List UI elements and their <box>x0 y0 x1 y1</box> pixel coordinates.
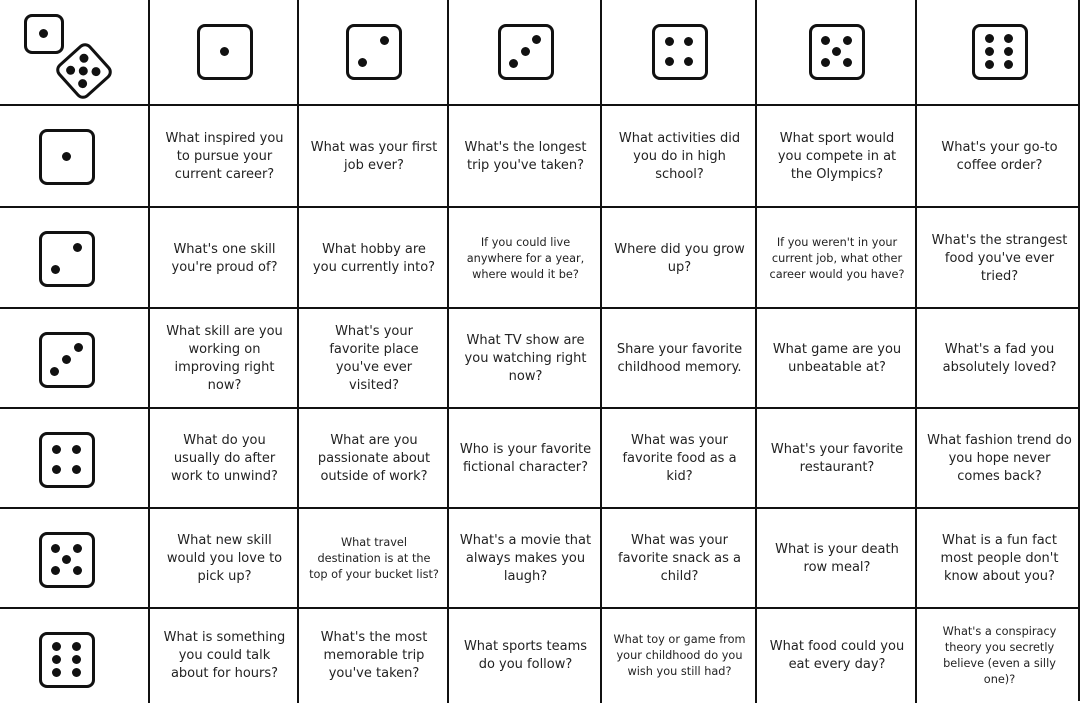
question-cell <box>297 507 449 609</box>
row-header-two <box>0 206 150 309</box>
pip <box>52 655 61 664</box>
pip <box>72 642 81 651</box>
question-cell <box>755 407 917 509</box>
question-text: What are you passionate about outside of work? <box>317 433 431 484</box>
pip <box>684 37 693 46</box>
column-header-six <box>915 0 1080 106</box>
question-text: What travel destination is at the top of your bucket list? <box>309 536 439 581</box>
die-face-four-icon <box>652 24 708 80</box>
question-cell <box>148 607 299 703</box>
column-header-three <box>447 0 602 106</box>
pip <box>62 152 71 161</box>
pip <box>358 58 367 67</box>
question-cell <box>755 206 917 309</box>
pip <box>985 47 994 56</box>
pip <box>665 37 674 46</box>
question-cell <box>148 104 299 208</box>
row-header-six <box>0 607 150 703</box>
row-header-four <box>0 407 150 509</box>
question-cell <box>915 407 1080 509</box>
corner-cell <box>0 0 150 106</box>
pip <box>76 77 89 90</box>
pip <box>532 35 541 44</box>
question-cell <box>600 507 757 609</box>
question-text: What is something you could talk about for hours? <box>163 630 286 681</box>
question-cell <box>297 104 449 208</box>
pip <box>72 655 81 664</box>
question-text: Who is your favorite fictional character? <box>459 442 592 475</box>
pair-of-dice-icon <box>0 0 150 106</box>
question-cell <box>297 206 449 309</box>
question-cell <box>148 307 299 409</box>
pip <box>51 566 60 575</box>
question-cell <box>600 307 757 409</box>
question-text: Share your favorite childhood memory. <box>616 342 743 375</box>
question-text: What TV show are you watching right now? <box>464 333 587 384</box>
die-face-six-icon <box>972 24 1028 80</box>
question-text: What hobby are you currently into? <box>312 241 436 275</box>
die-face-five-icon <box>39 532 95 588</box>
question-text: What's a movie that always makes you laugh? <box>459 533 592 584</box>
pip <box>72 668 81 677</box>
pip <box>521 47 530 56</box>
column-header-five <box>755 0 917 106</box>
pip <box>77 65 90 78</box>
question-text: What is a fun fact most people don't know about you? <box>940 533 1059 584</box>
question-cell <box>148 206 299 309</box>
question-text: What new skill would you love to pick up? <box>166 533 283 584</box>
pip <box>985 34 994 43</box>
question-cell <box>915 206 1080 309</box>
question-cell <box>297 307 449 409</box>
question-text: What skill are you working on improving right now? <box>166 324 283 393</box>
question-cell <box>447 407 602 509</box>
question-cell <box>600 104 757 208</box>
die-face-one-icon <box>39 129 95 185</box>
question-cell <box>297 607 449 703</box>
question-cell <box>755 607 917 703</box>
column-header-two <box>297 0 449 106</box>
pip <box>65 64 78 77</box>
pip <box>50 367 59 376</box>
question-cell <box>447 607 602 703</box>
question-text: What's your favorite place you've ever visited? <box>329 324 419 393</box>
question-text: What's the longest trip you've taken? <box>464 140 587 173</box>
pip <box>72 445 81 454</box>
question-cell <box>447 104 602 208</box>
pip <box>821 58 830 67</box>
question-cell <box>600 607 757 703</box>
question-text: What was your favorite snack as a child? <box>618 533 741 584</box>
question-text: What fashion trend do you hope never comes back? <box>927 433 1072 484</box>
pip <box>821 36 830 45</box>
pip <box>832 47 841 56</box>
question-text: What's one skill you're proud of? <box>171 241 278 275</box>
pip <box>89 65 102 78</box>
question-cell <box>915 607 1080 703</box>
die-face-three-icon <box>498 24 554 80</box>
die-face-one-icon <box>197 24 253 80</box>
pip <box>73 566 82 575</box>
question-cell <box>915 507 1080 609</box>
pip <box>51 544 60 553</box>
question-text: What was your first job ever? <box>310 140 438 173</box>
pip <box>73 544 82 553</box>
question-cell <box>600 206 757 309</box>
die-face-four-icon <box>39 432 95 488</box>
question-cell <box>447 307 602 409</box>
pip <box>73 243 82 252</box>
question-cell <box>148 407 299 509</box>
pip <box>51 265 60 274</box>
pip <box>843 36 852 45</box>
pip <box>78 53 91 66</box>
question-cell <box>148 507 299 609</box>
die-face-three-icon <box>39 332 95 388</box>
pip <box>74 343 83 352</box>
column-header-four <box>600 0 757 106</box>
question-text: What's a conspiracy theory you secretly believe (even a silly one)? <box>942 625 1057 686</box>
die-face-two-icon <box>39 231 95 287</box>
pip <box>380 36 389 45</box>
pip <box>39 29 48 38</box>
question-text: Where did you grow up? <box>614 241 745 275</box>
question-text: What's your favorite restaurant? <box>770 442 904 475</box>
question-text: What sports teams do you follow? <box>463 639 588 672</box>
pip <box>52 465 61 474</box>
question-text: If you could live anywhere for a year, where would it be? <box>466 235 585 281</box>
question-text: What's the most memorable trip you've taken? <box>320 630 428 681</box>
question-text: What sport would you compete in at the Olympics? <box>777 131 897 182</box>
die-face-six-icon <box>39 632 95 688</box>
question-text: What do you usually do after work to unwind? <box>171 433 278 484</box>
pip <box>62 555 71 564</box>
question-cell <box>755 307 917 409</box>
question-text: What's your go-to coffee order? <box>941 140 1058 173</box>
pip <box>1004 47 1013 56</box>
question-text: What inspired you to pursue your current career? <box>165 131 284 182</box>
question-text: What is your death row meal? <box>775 542 899 575</box>
question-cell <box>915 307 1080 409</box>
pip <box>52 642 61 651</box>
question-text: If you weren't in your current job, what other career would you have? <box>769 235 905 281</box>
question-text: What game are you unbeatable at? <box>772 342 902 375</box>
column-header-one <box>148 0 299 106</box>
question-cell <box>755 104 917 208</box>
row-header-three <box>0 307 150 409</box>
question-cell <box>447 507 602 609</box>
pip <box>843 58 852 67</box>
question-cell <box>755 507 917 609</box>
question-text: What's a fad you absolutely loved? <box>942 342 1057 375</box>
row-header-five <box>0 507 150 609</box>
row-header-one <box>0 104 150 208</box>
pip <box>220 47 229 56</box>
pip <box>985 60 994 69</box>
die-face-one-icon <box>24 14 64 54</box>
pip <box>1004 60 1013 69</box>
question-cell <box>447 206 602 309</box>
question-text: What food could you eat every day? <box>769 639 905 672</box>
pip <box>72 465 81 474</box>
pip <box>684 57 693 66</box>
question-text: What activities did you do in high school? <box>618 131 741 182</box>
question-text: What toy or game from your childhood do you wish you still had? <box>613 633 746 678</box>
question-cell <box>600 407 757 509</box>
pip <box>665 57 674 66</box>
question-cell <box>297 407 449 509</box>
question-cell <box>915 104 1080 208</box>
die-face-five-icon <box>809 24 865 80</box>
pip <box>62 355 71 364</box>
question-text: What was your favorite food as a kid? <box>622 433 737 484</box>
pip <box>1004 34 1013 43</box>
pip <box>509 59 518 68</box>
pip <box>52 445 61 454</box>
pip <box>52 668 61 677</box>
die-face-two-icon <box>346 24 402 80</box>
question-text: What's the strangest food you've ever tried? <box>931 232 1068 284</box>
